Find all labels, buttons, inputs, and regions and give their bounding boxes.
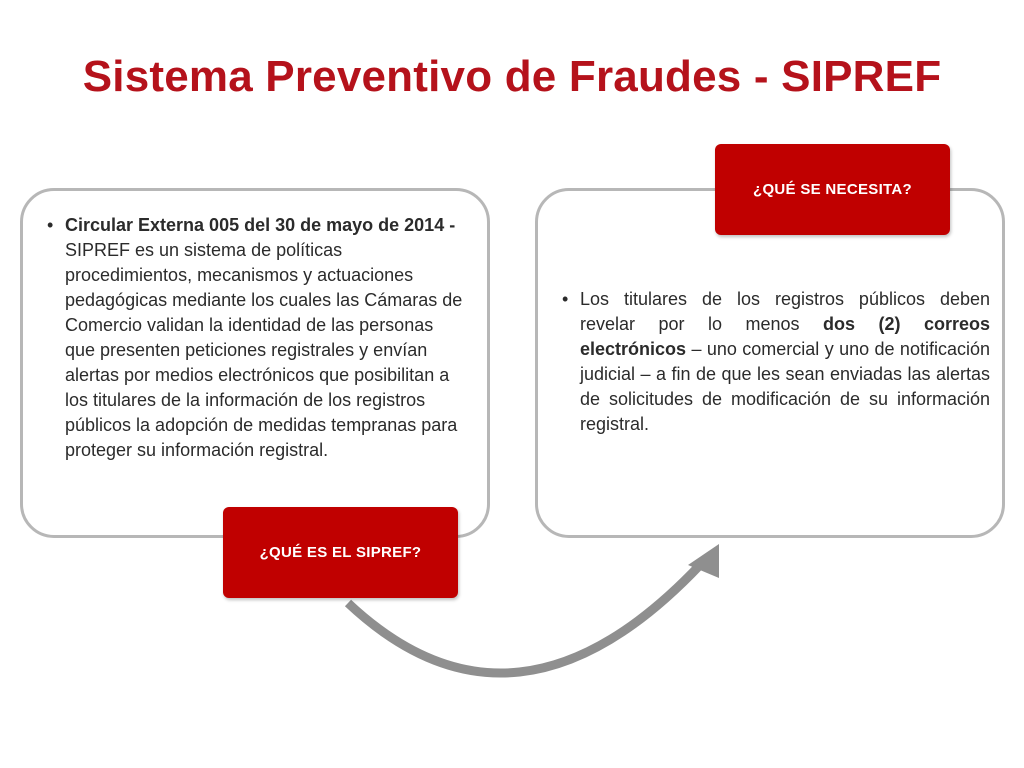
what-is-label: ¿QUÉ ES EL SIPREF? (223, 507, 458, 598)
what-is-description: SIPREF es un sistema de políticas procedimientos, mecanismos y actuaciones pedagógicas mediante los cuales las Cámaras de Comercio validan la identidad de las personas que presenten peticiones registrales y envían alertas por medios electrónicos que posibilitan a los titulares de la información de los registros públicos la adopción de medidas tempranas para proteger su información registral. (65, 240, 463, 460)
requirements-text-start: Los titulares de los registros públicos deben revelar por lo menos (580, 289, 990, 334)
requirements-text-end: – uno comercial y uno de notificación judicial – a fin de que les sean enviadas las alertas de solicitudes de modificación de su información registral. (580, 339, 990, 434)
slide-title: Sistema Preventivo de Fraudes - SIPREF (82, 52, 942, 101)
what-is-needed-label: ¿QUÉ SE NECESITA? (715, 144, 950, 235)
email-requirement: dos (2) correos electrónicos (580, 314, 990, 359)
circular-reference: Circular Externa 005 del 30 de mayo de 2014 - (65, 215, 456, 235)
